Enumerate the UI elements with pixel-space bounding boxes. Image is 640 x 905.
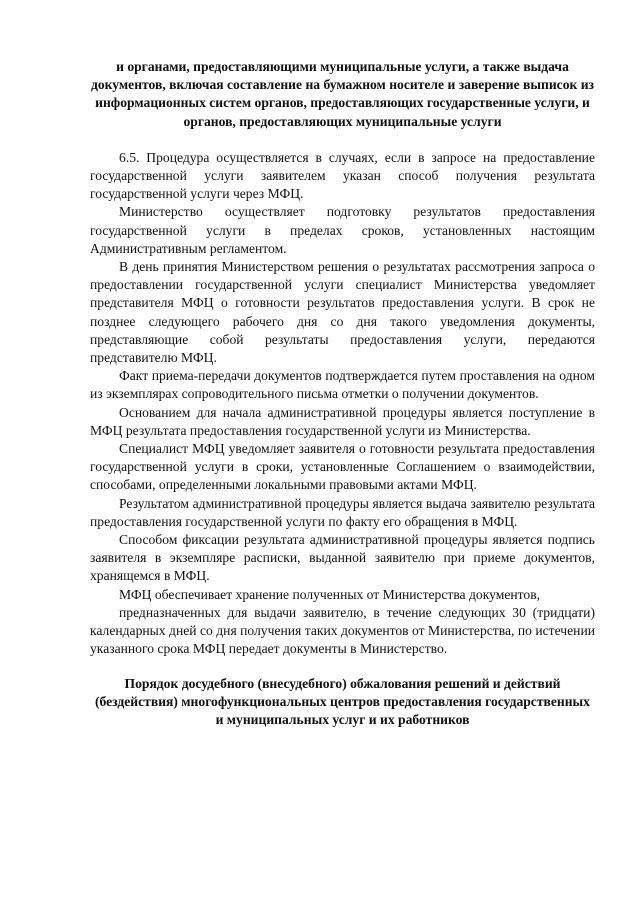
paragraph-storage: МФЦ обеспечивает хранение полученных от Министерства документов, <box>119 586 541 602</box>
paragraph-notification: Специалист МФЦ уведомляет заявителя о готовности результата предоставления государственной услуги в сроки, установленные Соглашением о взаимодействии, способами, определенными локальными правовыми актами МФЦ. <box>90 441 595 493</box>
paragraph-procedure-6-5: 6.5. Процедура осуществляется в случаях, если в запросе на предоставление государственной услуги заявителем указан способ получения результата государственной услуги через МФЦ. <box>90 149 595 202</box>
paragraph-storage-continued: предназначенных для выдачи заявителю, в течение следующих 30 (тридцати) календарных дней со дня получения таких документов от Министерства, по истечении указанного срока МФЦ передает документы в Министерство. <box>90 604 595 657</box>
paragraph-fixation: Способом фиксации результата административной процедуры является подпись заявителя в экземпляре расписки, выданной заявителю при приеме документов, хранящемся в МФЦ. <box>90 532 595 584</box>
document-page <box>90 58 595 729</box>
section-heading-continued: и органами, предоставляющими муниципальные услуги, а также выдача документов, включая составление на бумажном носителе и заверение выписок из информационных систем органов, предоставляющих государственные услуги, и органов, предоставляющих муниципальные услуги <box>90 59 595 129</box>
paragraph-basis: Основанием для начала административной процедуры является поступление в МФЦ результата предоставления государственной услуги из Министерства. <box>90 404 595 438</box>
section-heading-appeal: Порядок досудебного (внесудебного) обжалования решений и действий (бездействия) многофункциональных центров предоставления государственных и муниципальных услуг и их работников <box>95 675 590 727</box>
paragraph-transfer-fact: Факт приема-передачи документов подтверждается путем проставления на одном из экземплярах сопроводительного письма отметки о получении документов. <box>90 368 595 402</box>
paragraph-decision-day: В день принятия Министерством решения о результатах рассмотрения запроса о предоставлении государственной услуги специалист Министерства уведомляет представителя МФЦ о готовности результатов предоставления услуги. В срок не позднее следующего рабочего дня со дня такого уведомления документы, представляющие собой результаты предоставления услуги, передаются представителю МФЦ. <box>90 259 595 366</box>
paragraph-ministry-preparation: Министерство осуществляет подготовку результатов предоставления государственной услуги в пределах сроков, установленных настоящим Административным регламентом. <box>90 204 595 256</box>
paragraph-result: Результатом административной процедуры является выдача заявителю результата предоставления государственной услуги по факту его обращения в МФЦ. <box>90 495 595 529</box>
